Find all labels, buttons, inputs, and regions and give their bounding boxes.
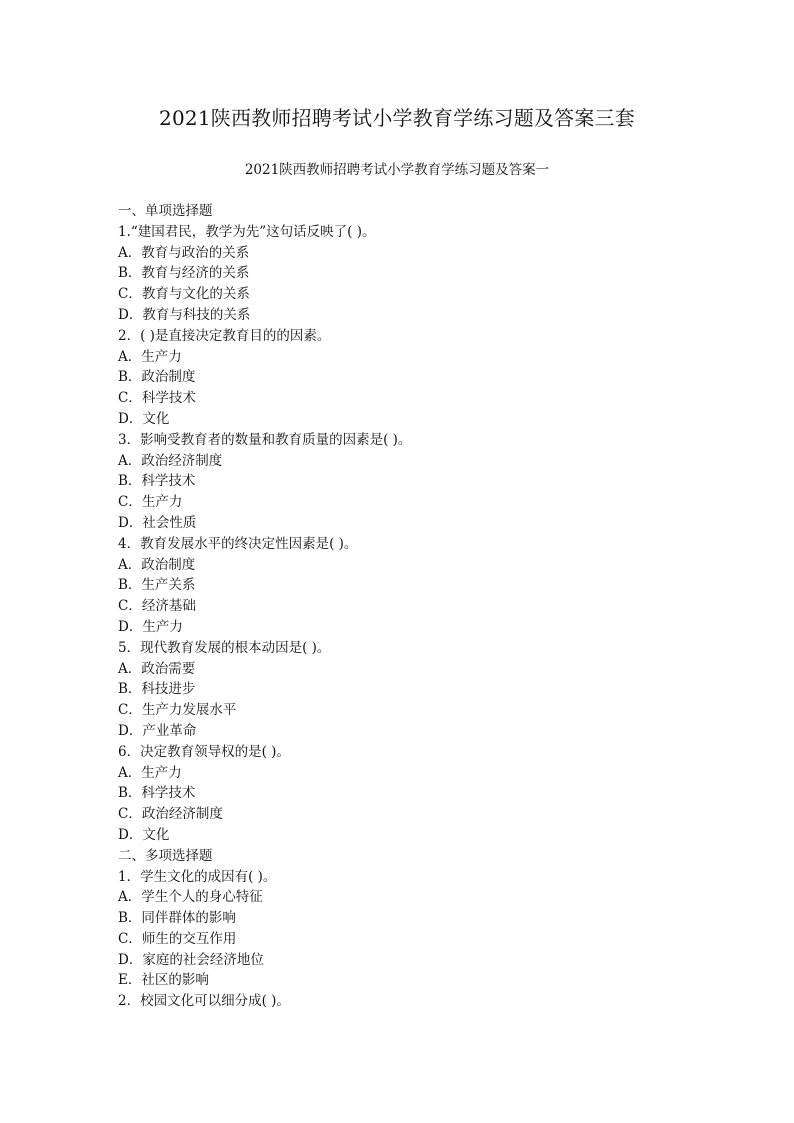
text-line: D．文化 bbox=[118, 826, 170, 843]
document-subtitle: 2021陕西教师招聘考试小学教育学练习题及答案一 bbox=[244, 162, 550, 178]
text-line: C．生产力发展水平 bbox=[118, 702, 237, 719]
text-line: C．经济基础 bbox=[118, 598, 196, 615]
text-line: 3．影响受教育者的数量和教育质量的因素是( )。 bbox=[118, 431, 412, 448]
text-line: 1．学生文化的成因有( )。 bbox=[118, 868, 277, 885]
text-line: B．生产关系 bbox=[118, 577, 196, 594]
text-line: B．同伴群体的影响 bbox=[118, 910, 236, 927]
text-line: 1.“建国君民，教学为先”这句话反映了( )。 bbox=[118, 223, 376, 240]
text-line: C．政治经济制度 bbox=[118, 806, 223, 823]
text-line: A．教育与政治的关系 bbox=[118, 244, 250, 261]
text-line: 二、多项选择题 bbox=[118, 847, 213, 864]
text-line: D．产业革命 bbox=[118, 722, 197, 739]
text-line: B．科技进步 bbox=[118, 681, 196, 698]
text-line: C．科学技术 bbox=[118, 390, 196, 407]
text-line: D．社会性质 bbox=[118, 514, 197, 531]
text-line: A．政治需要 bbox=[118, 660, 196, 677]
text-line: B．教育与经济的关系 bbox=[118, 265, 250, 282]
text-line: C．生产力 bbox=[118, 494, 183, 511]
text-line: C．师生的交互作用 bbox=[118, 930, 237, 947]
text-line: A．生产力 bbox=[118, 348, 182, 365]
document-body bbox=[118, 201, 718, 1012]
text-line: C．教育与文化的关系 bbox=[118, 286, 250, 303]
text-line: B．科学技术 bbox=[118, 785, 196, 802]
text-line: 6．决定教育领导权的是( )。 bbox=[118, 743, 290, 760]
text-line: D．家庭的社会经济地位 bbox=[118, 951, 264, 968]
text-line: A．生产力 bbox=[118, 764, 182, 781]
text-line: 4．教育发展水平的终决定性因素是( )。 bbox=[118, 535, 358, 552]
text-line: A．学生个人的身心特征 bbox=[118, 889, 263, 906]
text-line: A．政治制度 bbox=[118, 556, 196, 573]
text-line: 2．( )是直接决定教育目的的因素。 bbox=[118, 327, 331, 344]
text-line: 一、单项选择题 bbox=[118, 203, 213, 219]
text-line: B．政治制度 bbox=[118, 369, 196, 386]
text-line: D．生产力 bbox=[118, 618, 183, 635]
document-title: 2021陕西教师招聘考试小学教育学练习题及答案三套 bbox=[159, 106, 635, 130]
text-line: B．科学技术 bbox=[118, 473, 196, 490]
text-line: 2．校园文化可以细分成( )。 bbox=[118, 993, 290, 1010]
text-line: 5．现代教育发展的根本动因是( )。 bbox=[118, 639, 331, 656]
text-line: D．文化 bbox=[118, 410, 170, 427]
text-line: D．教育与科技的关系 bbox=[118, 306, 251, 323]
text-line: A．政治经济制度 bbox=[118, 452, 223, 469]
text-line: E．社区的影响 bbox=[118, 972, 209, 989]
